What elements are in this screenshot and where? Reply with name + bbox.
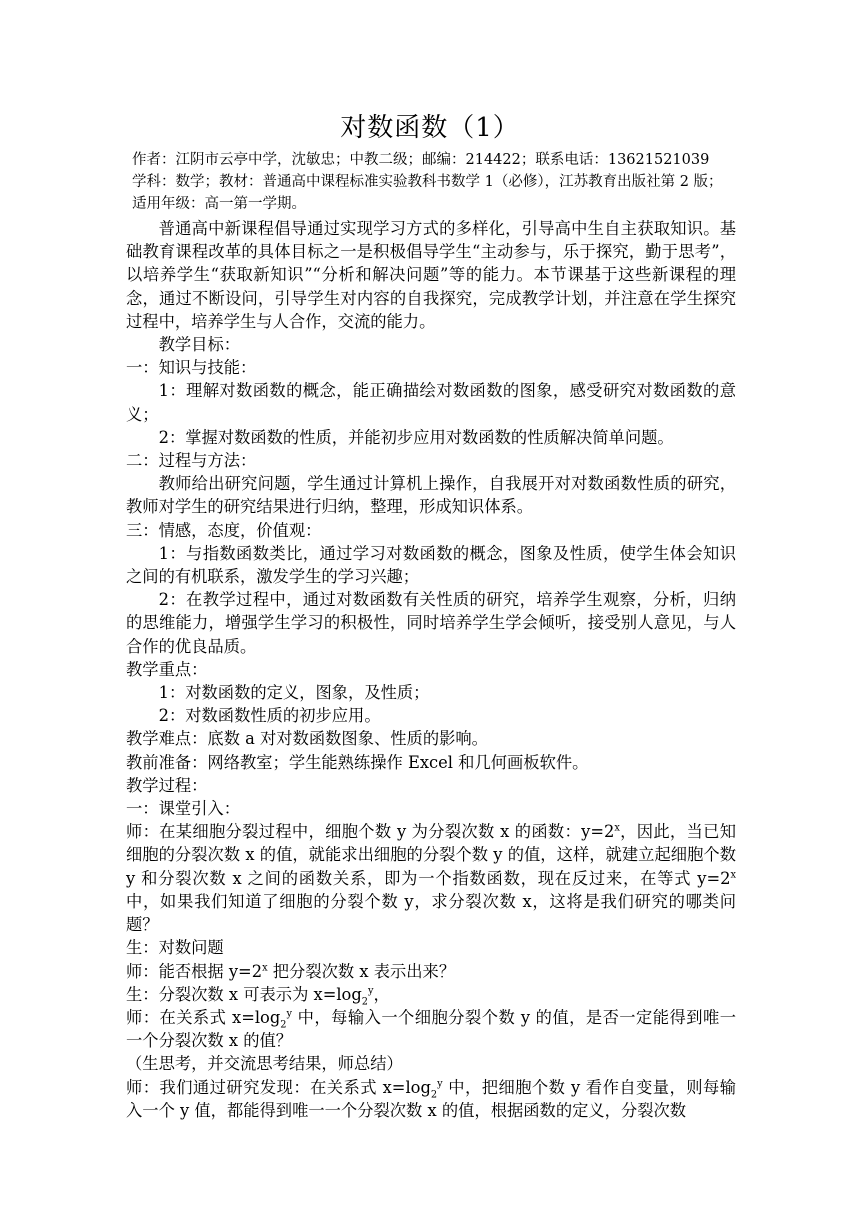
author-line: 作者：江阴市云亭中学，沈敏忠；中教二级；邮编：214422；联系电话：13621521039	[132, 152, 710, 168]
student-answer-2: 生：分裂次数 x 可表示为 $x=\log_2^y$，	[126, 984, 390, 1007]
grade-line: 适用年级：高一第一学期。	[132, 196, 306, 212]
heading-teaching-process: 教学过程：	[126, 775, 208, 795]
student-answer-1: 生：对数问题	[126, 938, 224, 958]
heading-objectives: 教学目标：	[158, 335, 241, 355]
preparation-line: 教前准备：网络教室；学生能熟练操作 Excel 和几何画板软件。	[126, 752, 589, 772]
heading-values: 三：情感，态度，价值观：	[126, 520, 322, 540]
knowledge-item-1: 1：理解对数函数的概念，能正确描绘对数函数的图象，感受研究对数函数的意义；	[126, 381, 736, 424]
teacher-question-3: 师：在关系式 $x=\log_2^y$ 中，每输入一个细胞分裂个数 y 的值，是否一定能得到唯一一个分裂次数 x 的值？	[126, 1007, 736, 1051]
difficulty-line: 教学难点：底数 a 对对数函数图象、性质的影响。	[126, 729, 488, 749]
values-item-2: 2：在教学过程中，通过对数函数有关性质的研究，培养学生观察，分析，归纳的思维能力，增强学生学习的积极性，同时培养学生学会倾听，接受别人意见，与人合作的优良品质。	[126, 590, 736, 656]
teacher-summary: 师：我们通过研究发现：在关系式 $x=\log_2^y$ 中，把细胞个数 y 看作自变量，则每输入一个 y 值，都能得到唯一一个分裂次数 x 的值，根据函数的定义，分裂次数	[126, 1077, 736, 1120]
key-point-2: 2：对数函数性质的初步应用。	[158, 706, 381, 726]
document-title: 对数函数（1）	[340, 113, 520, 143]
knowledge-item-2: 2：掌握对数函数的性质，并能初步应用对数函数的性质解决简单问题。	[158, 427, 674, 447]
teacher-question-2: 师：能否根据 $y=2^x$ 把分裂次数 x 表示出来？	[126, 961, 456, 981]
subject-line: 学科：数学；教材：普通高中课程标准实验教科书数学 1（必修），江苏教育出版社第 2 版；	[132, 174, 723, 190]
values-item-1: 1：与指数函数类比，通过学习对数函数的概念，图象及性质，使学生体会知识之间的有机联系，激发学生的学习兴趣；	[126, 543, 736, 587]
intro-paragraph: 普通高中新课程倡导通过实现学习方式的多样化，引导高中生自主获取知识。基础教育课程改革的具体目标之一是积极倡导学生“主动参与，乐于探究，勤于思考”，以培养学生“获取新知识”“分析和解决问题”等的能力。本节课基于这些新课程的理念，通过不断设问，引导学生对内容的自我探究，完成教学计划，并注意在学生探究过程中，培养学生与人合作，交流的能力。	[126, 219, 736, 331]
key-point-1: 1：对数函数的定义，图象，及性质；	[158, 683, 430, 703]
heading-process: 二：过程与方法：	[126, 451, 257, 471]
process-paragraph: 教师给出研究问题，学生通过计算机上操作，自我展开对对数函数性质的研究，教师对学生的研究结果进行归纳，整理，形成知识体系。	[126, 474, 736, 517]
heading-knowledge: 一：知识与技能：	[126, 358, 257, 378]
teacher-question-1: 师：在某细胞分裂过程中，细胞个数 y 为分裂次数 x 的函数：$y=2^x$，因此，当已知细胞的分裂次数 x 的值，就能求出细胞的分裂个数 y 的值，这样，就建立起细胞个数 y 和分裂次数 x 之间的函数关系，即为一个指数函数，现在反过来，在等式 $y=2^x$ 中，如果我们知道了细胞的分裂个数 y，求分裂次数 x，这将是我们研究的哪类问题？	[126, 822, 736, 935]
stage-note: （生思考，并交流思考结果，师总结）	[126, 1054, 403, 1074]
document-body	[126, 217, 736, 1122]
heading-introduction: 一：课堂引入：	[126, 799, 240, 819]
heading-key-points: 教学重点：	[126, 659, 208, 679]
